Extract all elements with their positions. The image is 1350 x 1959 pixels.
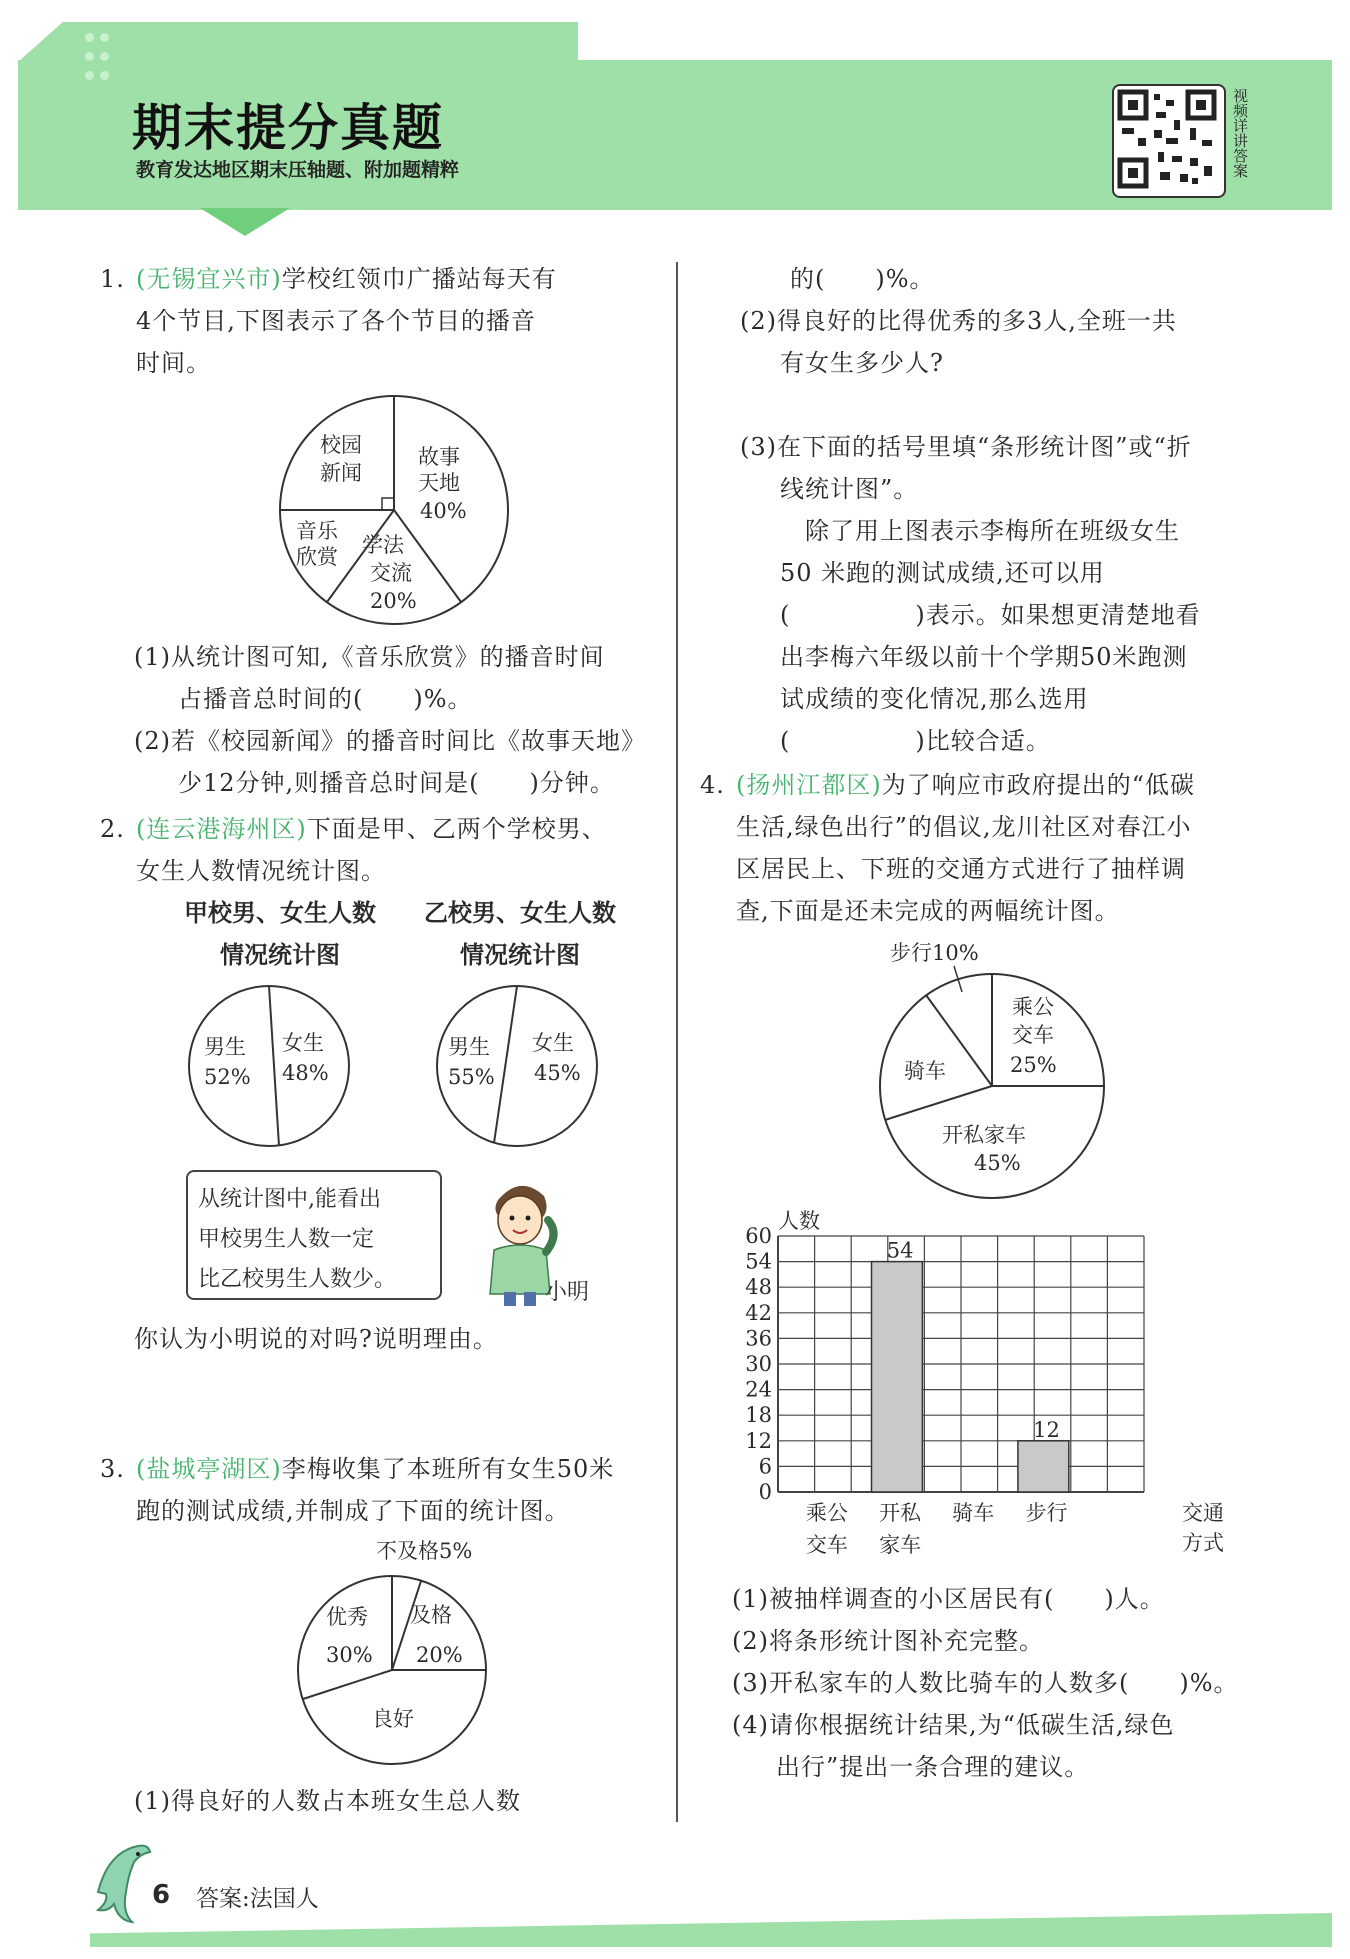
page-subtitle: 教育发达地区期末压轴题、附加题精粹 — [136, 159, 460, 181]
page-title: 期末提分真题 — [132, 99, 444, 157]
x-tick-label: 开私 — [879, 1501, 922, 1525]
x-axis-label: 方式 — [1182, 1531, 1224, 1555]
bubble-line: 比乙校男生人数少。 — [198, 1267, 397, 1292]
y-tick-label: 42 — [745, 1300, 772, 1325]
footer-bar — [90, 1913, 1332, 1947]
q3-sub1-start: (1)得良好的人数占本班女生总人数 — [134, 1787, 521, 1815]
y-tick-label: 48 — [745, 1275, 772, 1300]
dolphin-logo-icon — [88, 1832, 154, 1928]
slice-label: 学法 — [362, 533, 404, 557]
question-1 — [100, 258, 660, 384]
y-tick-label: 30 — [745, 1352, 772, 1376]
q1-number: 1. — [100, 265, 125, 293]
q1-line: 时间。 — [136, 349, 211, 377]
slice-label: 故事 — [418, 445, 460, 469]
q3-sub3-line: 试成绩的变化情况,那么选用 — [780, 685, 1089, 713]
slice-value: 40% — [420, 499, 467, 523]
bar-value-label: 12 — [1033, 1417, 1060, 1442]
slice-label: 天地 — [418, 471, 460, 495]
q3-sub3-line: (3)在下面的括号里填“条形统计图”或“折 — [740, 433, 1192, 461]
q2-question: 你认为小明说的对吗?说明理由。 — [134, 1325, 498, 1353]
speech-bubble — [186, 1170, 442, 1300]
male-label: 男生 — [448, 1035, 490, 1059]
y-tick-label: 36 — [745, 1326, 772, 1351]
pie-slice-edge — [494, 986, 517, 1143]
q3-sub3-line: ( )比较合适。 — [780, 727, 1051, 755]
q3-pie-chart — [280, 1530, 520, 1770]
question-2 — [100, 808, 660, 892]
q3-continued — [740, 258, 1260, 384]
pass-pct: 20% — [416, 1643, 463, 1667]
car-label: 开私家车 — [942, 1123, 1026, 1147]
chart-a-title-line: 甲校男、女生人数 — [184, 899, 376, 927]
x-tick-label: 乘公 — [805, 1501, 848, 1525]
q1-pie-chart — [270, 390, 520, 630]
female-pct: 48% — [282, 1061, 329, 1085]
chart-b-title-line: 乙校男、女生人数 — [424, 899, 616, 927]
q4-line: 区居民上、下班的交通方式进行了抽样调 — [736, 855, 1186, 883]
chart-a-pie — [186, 984, 356, 1150]
q4-line: 为了响应市政府提出的“低碳 — [881, 771, 1196, 799]
q4-sub4-line: 出行”提出一条合理的建议。 — [776, 1753, 1090, 1781]
column-divider — [676, 262, 678, 1822]
x-axis-label: 交通 — [1182, 1501, 1224, 1525]
female-label: 女生 — [532, 1031, 574, 1055]
q2-number: 2. — [100, 815, 125, 843]
q1-source: (无锡宜兴市) — [136, 265, 282, 293]
banner-pointer — [200, 208, 290, 236]
x-tick-label: 骑车 — [952, 1501, 995, 1525]
slice-label: 校园 — [320, 433, 362, 457]
footer-answer: 答案:法国人 — [196, 1886, 319, 1912]
bubble-line: 从统计图中,能看出 — [198, 1187, 381, 1212]
car-pct: 45% — [974, 1151, 1021, 1175]
q3-sub3-line: 除了用上图表示李梅所在班级女生 — [780, 517, 1180, 545]
y-tick-label: 60 — [745, 1224, 772, 1248]
pie-slice-edge — [885, 1086, 992, 1120]
q3-line: 跑的测试成绩,并制成了下面的统计图。 — [136, 1497, 570, 1525]
q2-source: (连云港海州区) — [136, 815, 307, 843]
q3-sub3-line: ( )表示。如果想更清楚地看 — [780, 601, 1201, 629]
q4-sub1: (1)被抽样调查的小区居民有( )人。 — [732, 1585, 1165, 1613]
decor-dots — [82, 30, 118, 100]
q2-line: 下面是甲、乙两个学校男、 — [306, 815, 607, 843]
excellent-pct: 30% — [326, 1643, 373, 1667]
q4-number: 4. — [700, 771, 725, 799]
q1-sub1-line: 占播音总时间的( )%。 — [178, 685, 473, 713]
q4-line: 查,下面是还未完成的两幅统计图。 — [736, 897, 1120, 925]
bike-label: 骑车 — [904, 1059, 946, 1083]
slice-label: 欣赏 — [296, 545, 338, 569]
bus-label: 乘公 — [1012, 995, 1054, 1019]
q1-sub2-line: (2)若《校园新闻》的播音时间比《故事天地》 — [134, 727, 646, 755]
y-tick-label: 54 — [745, 1249, 772, 1274]
bar-value-label: 54 — [886, 1238, 914, 1263]
q4-pie-chart — [872, 930, 1112, 1200]
x-tick-label: 家车 — [879, 1533, 922, 1557]
page-number: 6 — [152, 1880, 171, 1910]
slice-label: 音乐 — [296, 519, 338, 543]
q3-number: 3. — [100, 1455, 125, 1483]
q3-sub3 — [740, 426, 1260, 762]
chart-b-pie — [434, 984, 604, 1150]
q4-sub2: (2)将条形统计图补充完整。 — [732, 1627, 1044, 1655]
qr-pattern-icon — [1114, 86, 1220, 192]
female-pct: 45% — [534, 1061, 581, 1085]
male-pct: 55% — [448, 1065, 495, 1089]
q3-sub3-line: 出李梅六年级以前十个学期50米跑测 — [780, 643, 1188, 671]
excellent-label: 优秀 — [326, 1605, 368, 1629]
female-label: 女生 — [282, 1031, 324, 1055]
q1-line: 4个节目,下图表示了各个节目的播音 — [136, 307, 536, 335]
q4-bar-chart — [730, 1208, 1270, 1578]
y-tick-label: 24 — [745, 1377, 772, 1402]
q3-sub1-line: 的( )%。 — [790, 265, 935, 293]
x-tick-label: 步行 — [1025, 1501, 1068, 1525]
fail-label: 不及格5% — [376, 1539, 473, 1563]
q3-line: 李梅收集了本班所有女生50米 — [281, 1455, 615, 1483]
y-tick-label: 18 — [745, 1403, 772, 1428]
male-label: 男生 — [204, 1035, 246, 1059]
chart-a-title — [160, 892, 400, 976]
slice-value: 20% — [370, 589, 417, 613]
chart-b-title — [400, 892, 640, 976]
bubble-line: 甲校男生人数一定 — [198, 1227, 375, 1252]
q4-sub3: (3)开私家车的人数比骑车的人数多( )%。 — [732, 1669, 1239, 1697]
y-tick-label: 0 — [758, 1480, 772, 1504]
q3-sub2-line: 有女生多少人? — [780, 349, 944, 377]
q3-sub3-line: 50 米跑的测试成绩,还可以用 — [780, 559, 1105, 587]
pie-slice-edge — [303, 1670, 392, 1699]
q1-subquestions — [134, 636, 664, 804]
q4-source: (扬州江都区) — [736, 771, 882, 799]
speaker-name: 小明 — [545, 1280, 590, 1305]
slice-label: 新闻 — [320, 461, 362, 485]
q3-sub3-line: 线统计图”。 — [780, 475, 919, 503]
q1-line: 学校红领巾广播站每天有 — [281, 265, 557, 293]
y-tick-label: 12 — [745, 1428, 772, 1453]
q3-source: (盐城亭湖区) — [136, 1455, 282, 1483]
chart-a-title-line: 情况统计图 — [220, 941, 340, 969]
q4-subquestions — [732, 1578, 1272, 1788]
pass-label: 及格 — [410, 1603, 452, 1627]
pie-slice-edge — [269, 986, 279, 1146]
male-pct: 52% — [204, 1065, 251, 1089]
question-3 — [100, 1448, 660, 1532]
q3-sub2-line: (2)得良好的比得优秀的多3人,全班一共 — [740, 307, 1177, 335]
y-axis-label: 人数 — [778, 1209, 820, 1233]
q4-sub4-line: (4)请你根据统计结果,为“低碳生活,绿色 — [732, 1711, 1175, 1739]
question-4 — [700, 764, 1260, 932]
x-tick-label: 交车 — [805, 1533, 848, 1557]
bar — [1018, 1441, 1069, 1492]
q4-line: 生活,绿色出行”的倡议,龙川社区对春江小 — [736, 813, 1192, 841]
slice-label: 交流 — [370, 561, 412, 585]
y-tick-label: 6 — [758, 1454, 772, 1479]
chart-b-title-line: 情况统计图 — [460, 941, 580, 969]
walk-label: 步行10% — [890, 941, 979, 965]
q1-sub1-line: (1)从统计图可知,《音乐欣赏》的播音时间 — [134, 643, 605, 671]
qr-label: 视频详讲答案 — [1231, 88, 1249, 178]
good-label: 良好 — [372, 1707, 414, 1731]
qr-code[interactable] — [1112, 84, 1226, 198]
bus-pct: 25% — [1010, 1053, 1057, 1077]
q1-sub2-line: 少12分钟,则播音总时间是( )分钟。 — [178, 769, 615, 797]
bus-label: 交车 — [1012, 1023, 1054, 1047]
right-angle-mark — [382, 498, 394, 510]
bar — [872, 1262, 923, 1492]
q2-line: 女生人数情况统计图。 — [136, 857, 386, 885]
